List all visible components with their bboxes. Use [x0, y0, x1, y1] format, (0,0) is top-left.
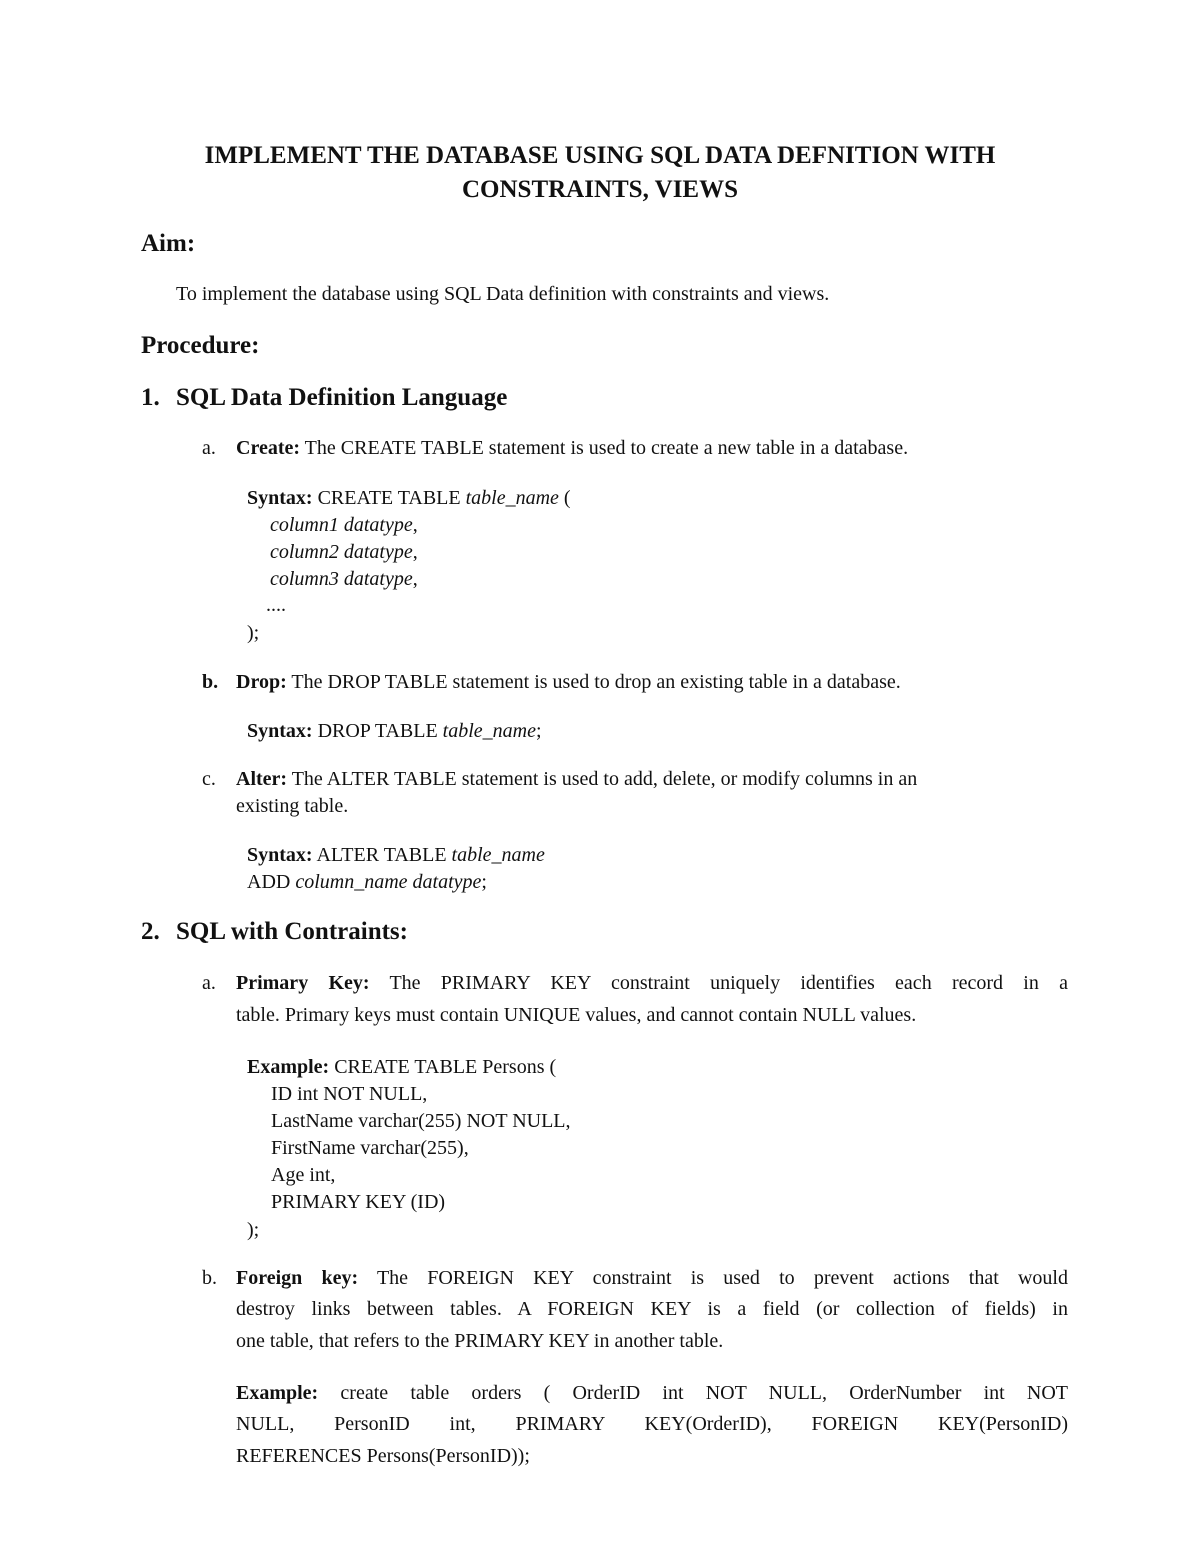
primary-key-example-line: PRIMARY KEY (ID) [271, 1191, 446, 1213]
alter-text-1: The ALTER TABLE statement is used to add, delete, or modify columns in an [287, 768, 918, 790]
primary-key-label: Primary Key: [236, 972, 370, 994]
alter-add-keyword: ADD [247, 871, 296, 893]
col3-text: column3 datatype [270, 568, 413, 590]
foreign-key-description-line-1 [236, 1267, 1068, 1290]
col2-comma: , [412, 541, 418, 563]
create-syntax-dots: .... [266, 594, 286, 616]
alter-syntax-add [247, 871, 487, 894]
create-text: The CREATE TABLE statement is used to create a new table in a database. [300, 437, 909, 459]
drop-syntax-end: ; [535, 720, 542, 742]
alter-syntax [247, 844, 545, 867]
foreign-key-example-line-3: REFERENCES Persons(PersonID)); [236, 1445, 530, 1467]
create-syntax-col3 [270, 568, 418, 591]
foreign-key-description-line-2: destroy links between tables. A FOREIGN KEY is a field (or collection of fields) in [236, 1298, 1068, 1320]
create-syntax-table-name: table_name [465, 487, 559, 509]
alter-add-column: column_name datatype [295, 871, 482, 893]
alter-syntax-keyword: ALTER TABLE [312, 844, 452, 866]
foreign-key-text-1: The FOREIGN KEY constraint is used to prevent actions that would [358, 1267, 1068, 1289]
primary-key-description-line-1 [236, 972, 1068, 995]
drop-description [236, 671, 901, 694]
create-label: Create: [236, 437, 301, 459]
foreign-key-label: Foreign key: [236, 1267, 359, 1289]
alter-description-line-1 [236, 768, 917, 791]
section-2-heading: SQL with Contraints: [176, 918, 408, 945]
foreign-key-marker: b. [202, 1267, 217, 1289]
create-syntax-paren: ( [558, 487, 571, 509]
primary-key-text-1: The PRIMARY KEY constraint uniquely identifies each record in a [369, 972, 1068, 994]
alter-add-end: ; [481, 871, 487, 893]
primary-key-example-label: Example: [247, 1056, 330, 1078]
alter-syntax-table-name: table_name [451, 844, 545, 866]
drop-label: Drop: [236, 671, 287, 693]
procedure-heading: Procedure: [141, 332, 260, 359]
section-2-number: 2. [141, 918, 160, 945]
drop-syntax-table-name: table_name [442, 720, 536, 742]
foreign-key-example-line-2: NULL, PersonID int, PRIMARY KEY(OrderID), FOREIGN KEY(PersonID) [236, 1413, 1068, 1435]
create-marker: a. [202, 437, 216, 459]
foreign-key-description-line-3: one table, that refers to the PRIMARY KEY in another table. [236, 1330, 724, 1352]
create-description [236, 437, 908, 460]
alter-description-line-2: existing table. [236, 795, 349, 817]
create-syntax-col1 [270, 514, 418, 537]
create-syntax-col2 [270, 541, 418, 564]
aim-heading: Aim: [141, 230, 196, 257]
primary-key-example-line: LastName varchar(255) NOT NULL, [271, 1110, 571, 1132]
primary-key-example-close: ); [247, 1219, 260, 1241]
section-1-number: 1. [141, 384, 160, 411]
page-title-line-2: CONSTRAINTS, VIEWS [461, 176, 738, 203]
drop-syntax-keyword: DROP TABLE [312, 720, 443, 742]
foreign-key-example-text-1: create table orders ( OrderID int NOT NULL, OrderNumber int NOT [318, 1382, 1068, 1404]
primary-key-example-line: Age int, [271, 1164, 336, 1186]
section-1-heading: SQL Data Definition Language [176, 384, 508, 411]
create-syntax-label: Syntax: [247, 487, 313, 509]
foreign-key-example-line-1 [236, 1382, 1068, 1405]
page-title-line-1: IMPLEMENT THE DATABASE USING SQL DATA DEFNITION WITH [204, 142, 996, 169]
drop-syntax [247, 720, 542, 743]
primary-key-marker: a. [202, 972, 216, 994]
col3-comma: , [412, 568, 418, 590]
foreign-key-example-label: Example: [236, 1382, 319, 1404]
col2-text: column2 datatype [270, 541, 413, 563]
drop-syntax-label: Syntax: [247, 720, 313, 742]
primary-key-example-line: FirstName varchar(255), [271, 1137, 469, 1159]
drop-marker: b. [202, 671, 219, 693]
aim-text: To implement the database using SQL Data definition with constraints and views. [176, 283, 830, 305]
alter-syntax-label: Syntax: [247, 844, 313, 866]
primary-key-example [247, 1056, 556, 1079]
col1-comma: , [412, 514, 418, 536]
col1-text: column1 datatype [270, 514, 413, 536]
create-syntax-keyword: CREATE TABLE [312, 487, 466, 509]
create-syntax [247, 487, 571, 510]
primary-key-example-head: CREATE TABLE Persons ( [329, 1056, 557, 1078]
create-syntax-close: ); [247, 622, 260, 644]
primary-key-description-line-2: table. Primary keys must contain UNIQUE values, and cannot contain NULL values. [236, 1004, 917, 1026]
primary-key-example-line: ID int NOT NULL, [271, 1083, 428, 1105]
alter-label: Alter: [236, 768, 288, 790]
alter-marker: c. [202, 768, 216, 790]
drop-text: The DROP TABLE statement is used to drop an existing table in a database. [286, 671, 901, 693]
